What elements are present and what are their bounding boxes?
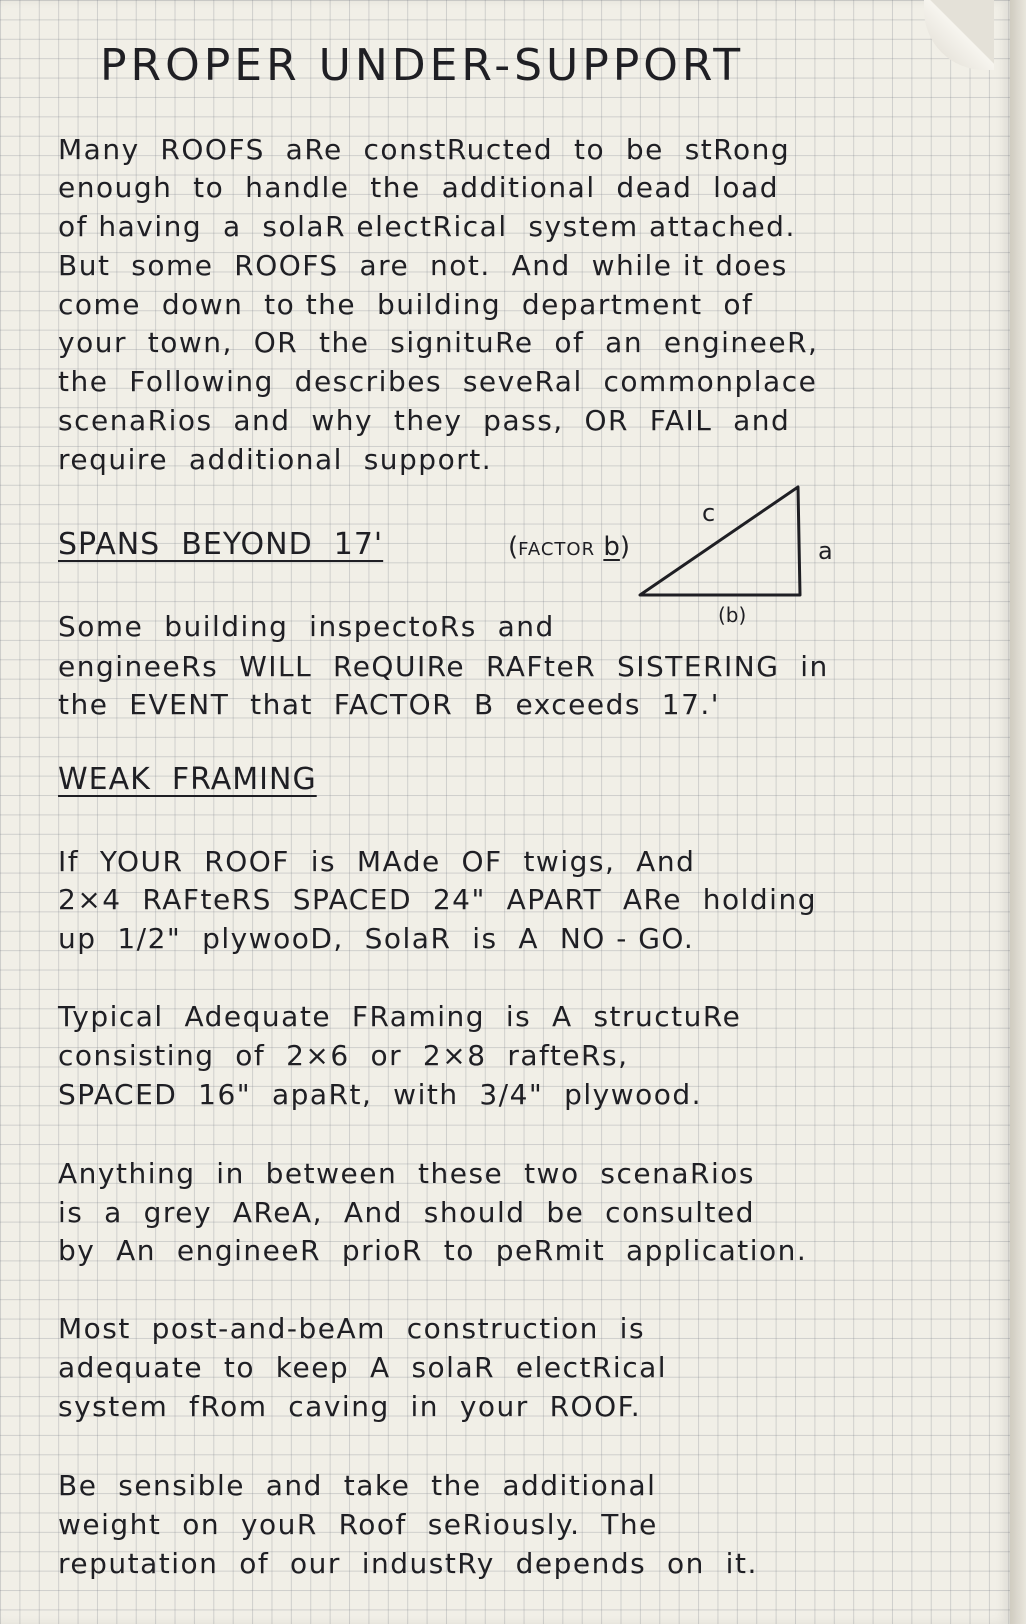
spans-line-2: engineeRs WILL ReQUIRe RAFteR SISTERING in: [58, 650, 829, 683]
weak-p2-line-2: consisting of 2×6 or 2×8 rafteRs,: [58, 1039, 629, 1072]
spans-line-1: Some building inspectoRs and: [58, 610, 555, 643]
intro-line-4: But some ROOFS are not. And while it does: [58, 249, 788, 282]
intro-line-8: scenaRios and why they pass, OR FAIL and: [58, 404, 791, 437]
intro-line-9: require additional support.: [58, 443, 493, 476]
weak-p1-line-3: up 1/2" plywooD, SolaR is A NO - GO.: [58, 922, 695, 955]
weak-p1-line-2: 2×4 RAFteRS SPACED 24" APART ARe holding: [58, 883, 817, 916]
intro-line-2: enough to handle the additional dead load: [58, 171, 779, 204]
spans-line-3: the EVENT that FACTOR B exceeds 17.': [58, 688, 721, 721]
intro-line-5: come down to the building department of: [58, 288, 754, 321]
page-curl: [924, 0, 994, 70]
weak-p5-line-3: reputation of our industRy depends on it.: [58, 1547, 758, 1580]
weak-p2-line-3: SPACED 16" apaRt, with 3/4" plywood.: [58, 1078, 703, 1111]
diagram-label-c: c: [702, 499, 716, 527]
spans-heading: SPANS BEYOND 17': [58, 527, 384, 562]
intro-line-3: of having a solaR electRical system attached.: [58, 210, 796, 243]
weak-p4-line-2: adequate to keep A solaR electRical: [58, 1351, 668, 1384]
weak-p1-line-1: If YOUR ROOF is MAde OF twigs, And: [58, 845, 696, 878]
weak-p2-line-1: Typical Adequate FRaming is A structuRe: [58, 1000, 742, 1033]
factor-label: FACTOR: [518, 539, 596, 560]
diagram-label-b: (b): [718, 603, 747, 627]
factor-b: b: [603, 532, 620, 562]
weak-p4-line-3: system fRom caving in your ROOF.: [58, 1390, 642, 1423]
weak-p3-line-3: by An engineeR prioR to peRmit application.: [58, 1234, 808, 1267]
weak-p3-line-1: Anything in between these two scenaRios: [58, 1157, 755, 1190]
weak-p4-line-1: Most post-and-beAm construction is: [58, 1312, 646, 1345]
weak-p5-line-2: weight on youR Roof seRiously. The: [58, 1508, 658, 1541]
notebook-edge: [1010, 0, 1026, 1624]
triangle-shape: [640, 487, 800, 595]
roof-triangle-diagram: [630, 478, 810, 608]
factor-note: [508, 532, 630, 562]
intro-line-1: Many ROOFS aRe constRucted to be stRong: [58, 133, 791, 166]
factor-close-paren: ): [619, 532, 631, 562]
weak-p5-line-1: Be sensible and take the additional: [58, 1469, 657, 1502]
diagram-label-a: a: [818, 537, 833, 565]
factor-open-paren: (: [508, 532, 519, 562]
intro-line-6: your town, OR the signituRe of an engineeR,: [58, 326, 819, 359]
intro-line-7: the Following describes seveRal commonplace: [58, 365, 818, 398]
weak-p3-line-2: is a grey AReA, And should be consulted: [58, 1196, 756, 1229]
page-title: PROPER UNDER-SUPPORT: [100, 40, 745, 91]
weak-framing-heading: WEAK FRAMING: [58, 762, 317, 797]
